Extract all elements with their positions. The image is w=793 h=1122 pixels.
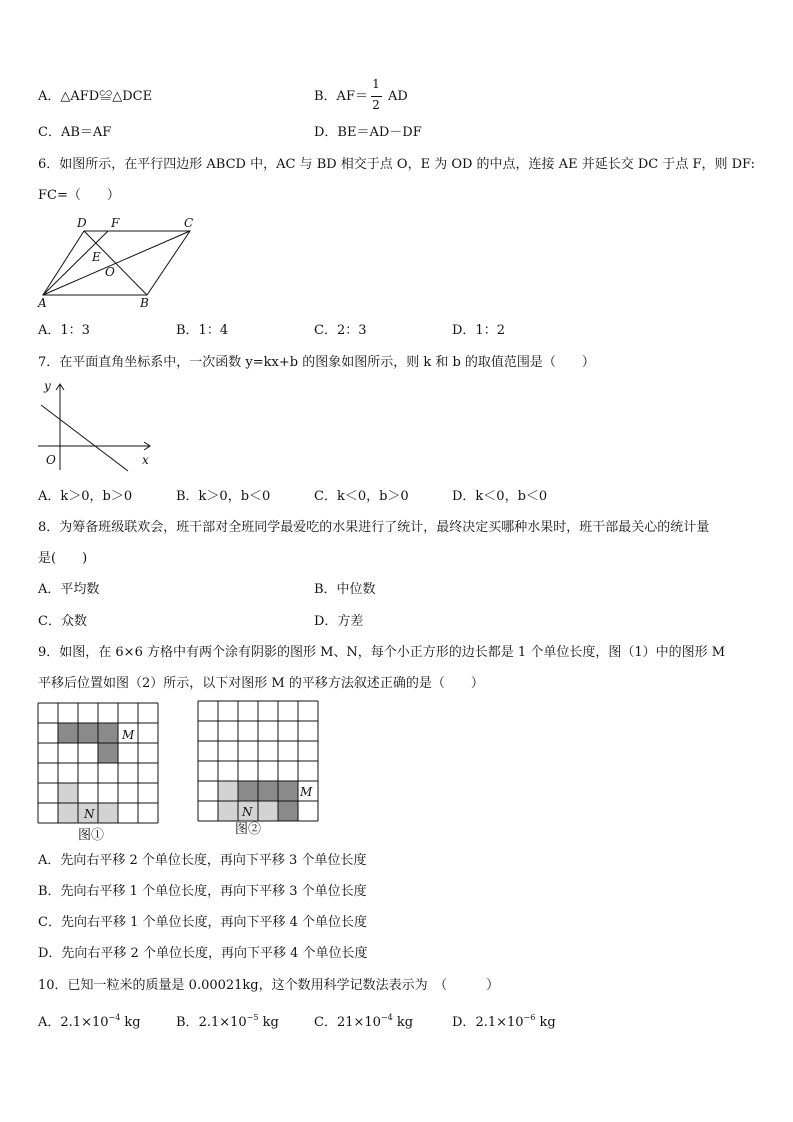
q9-fig1-caption: 图① — [78, 828, 105, 843]
q5-option-d: D．BE＝AD－DF — [314, 125, 422, 140]
label-b: B — [140, 296, 149, 310]
label-n-fig1: N — [84, 807, 95, 821]
q9-option-d: D．先向右平移 2 个单位长度，再向下平移 4 个单位长度 — [38, 946, 368, 961]
label-e: E — [92, 250, 101, 264]
q6-parallelogram-figure — [36, 215, 196, 310]
q8-option-b: B．中位数 — [314, 582, 376, 597]
q5-option-b-suffix: AD — [388, 89, 408, 104]
label-a: A — [38, 296, 47, 310]
label-f: F — [111, 216, 120, 230]
q10-option-c: C．$21\times 10^{-4}$ kg — [314, 1013, 414, 1030]
q9-option-b: B．先向右平移 1 个单位长度，再向下平移 3 个单位长度 — [38, 884, 367, 899]
q10-option-d: D．$2.1\times 10^{-6}$ kg — [452, 1013, 556, 1030]
q9-option-c: C．先向右平移 1 个单位长度，再向下平移 4 个单位长度 — [38, 915, 368, 930]
label-m-fig1: M — [122, 728, 135, 742]
q5-option-b-numerator: 1 — [372, 77, 380, 91]
q8-option-a: A．平均数 — [38, 582, 100, 597]
q8-stem-line2: 是( ) — [38, 551, 88, 566]
label-n-fig2: N — [242, 805, 253, 819]
label-origin: O — [46, 453, 56, 467]
q6-option-c: C．2：3 — [314, 323, 367, 338]
q5-option-b-prefix: B．AF＝ — [314, 89, 368, 104]
q6-stem-line2: FC=（ ） — [38, 188, 120, 203]
label-y: y — [44, 379, 51, 393]
label-m-fig2: M — [300, 785, 313, 799]
q8-stem-line1: 8．为筹备班级联欢会，班干部对全班同学最爱吃的水果进行了统计，最终决定买哪种水果时，班干部最关心的统计量 — [38, 520, 710, 535]
q5-option-b-fraction-bar — [371, 96, 382, 97]
label-o: O — [105, 265, 115, 279]
q7-stem: 7．在平面直角坐标系中，一次函数 y=kx+b 的图象如图所示，则 k 和 b 的取值范围是（ ） — [38, 355, 595, 370]
label-d: D — [77, 216, 87, 230]
q5-option-c: C．AB＝AF — [38, 125, 112, 140]
q8-option-d: D．方差 — [314, 614, 364, 629]
q9-stem-line1: 9．如图，在 6×6 方格中有两个涂有阴影的图形 M、N，每个小正方形的边长都是 1 个单位长度，图（1）中的图形 M — [38, 645, 726, 660]
q6-option-d: D．1：2 — [452, 323, 505, 338]
q9-grid-figure-2 — [198, 701, 320, 823]
q8-option-c: C．众数 — [38, 614, 87, 629]
q7-option-b: B．k＞0，b＜0 — [176, 489, 271, 504]
q6-option-b: B．1：4 — [176, 323, 229, 338]
q9-grid-figure-1 — [38, 703, 160, 825]
q10-option-b: B．$2.1\times 10^{-5}$ kg — [176, 1013, 279, 1030]
q9-stem-line2: 平移后位置如图（2）所示，以下对图形 M 的平移方法叙述正确的是（ ） — [38, 676, 484, 691]
q7-option-c: C．k＜0，b＞0 — [314, 489, 409, 504]
q7-option-d: D．k＜0，b＜0 — [452, 489, 548, 504]
q6-stem-line1: 6．如图所示，在平行四边形 ABCD 中，AC 与 BD 相交于点 O，E 为 OD 的中点，连接 AE 并延长交 DC 于点 F，则 DF: — [38, 157, 755, 172]
q5-option-b-denominator: 2 — [372, 98, 380, 112]
label-x: x — [142, 453, 149, 467]
q10-option-a: A．$2.1\times 10^{-4}$ kg — [38, 1013, 141, 1030]
q9-option-a: A．先向右平移 2 个单位长度，再向下平移 3 个单位长度 — [38, 853, 367, 868]
q7-option-a: A．k＞0，b＞0 — [38, 489, 133, 504]
q5-option-a: A．△AFD≌△DCE — [38, 89, 153, 104]
q6-option-a: A．1：3 — [38, 323, 90, 338]
q9-fig2-caption: 图② — [235, 822, 262, 837]
grid-lines-1 — [38, 703, 158, 823]
q10-stem: 10．已知一粒米的质量是 0.00021kg，这个数用科学记数法表示为 （ ） — [38, 978, 500, 993]
grid-lines-2 — [198, 701, 318, 821]
q7-coordinate-figure — [36, 378, 166, 473]
label-c: C — [184, 216, 194, 230]
